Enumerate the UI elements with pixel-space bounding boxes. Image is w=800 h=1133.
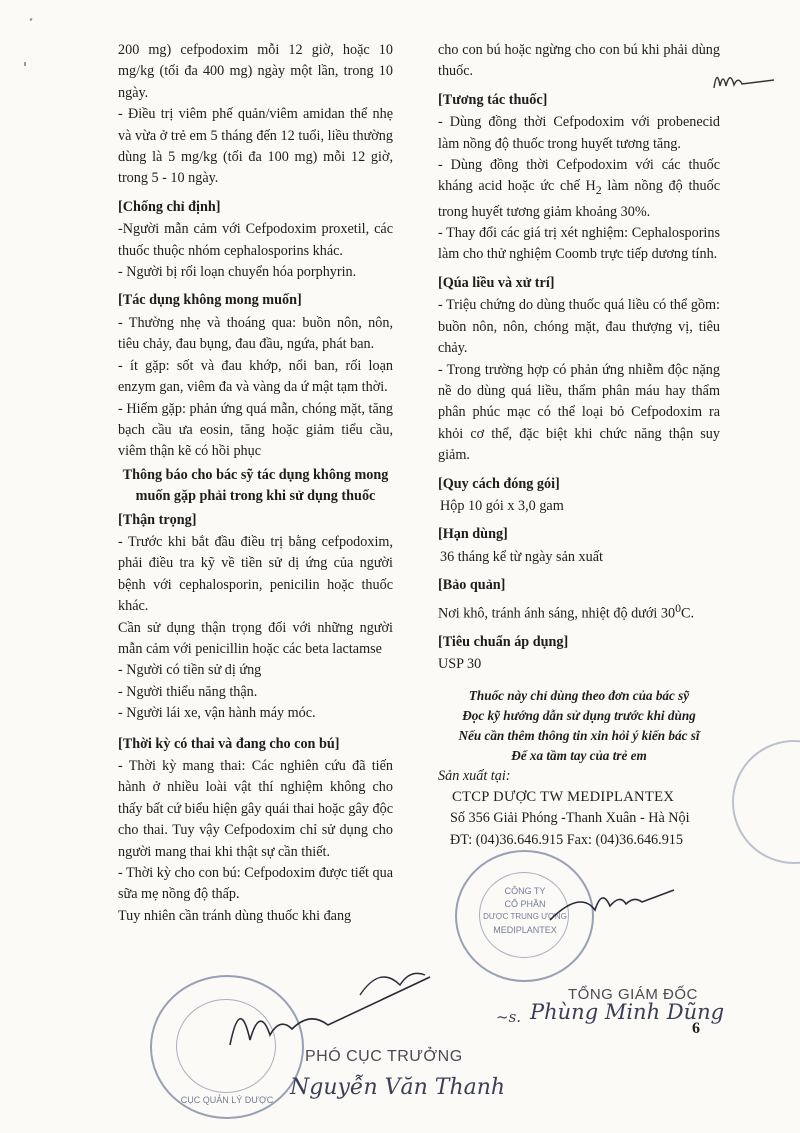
warning-line: Nếu cần thêm thông tin xin hỏi ý kiến bác sĩ xyxy=(458,727,700,743)
warning-line: Đọc kỹ hướng dẫn sử dụng trước khi dùng xyxy=(462,707,696,723)
partial-stamp xyxy=(732,740,800,864)
scan-mark xyxy=(29,18,32,22)
heading-packaging: [Quy cách đóng gói] xyxy=(438,475,560,492)
director-prefix: ~s. xyxy=(496,1008,522,1026)
company-stamp-text: CÔNG TY xyxy=(504,886,546,896)
left-column xyxy=(118,40,393,927)
packaging-value: Hộp 10 gói x 3,0 gam xyxy=(440,497,564,514)
side-effect-notice: Thông báo cho bác sỹ tác dụng không mong muốn gặp phải trong khi sử dụng thuốc xyxy=(122,466,389,505)
right-column xyxy=(438,40,720,851)
side-effect-item: - ít gặp: sốt và đau khớp, nổi ban, rối loạn enzym gan, viêm đa và vàng da ứ mật tạm thời. xyxy=(118,357,393,396)
interaction-item xyxy=(438,155,720,223)
manufacturer-name: CTCP DƯỢC TW MEDIPLANTEX xyxy=(452,788,675,805)
breastfeeding-continued: cho con bú hoặc ngừng cho con bú khi phải dùng thuốc. xyxy=(438,42,720,80)
heading-precautions: [Thận trọng] xyxy=(118,511,197,528)
deputy-title: PHÓ CỤC TRƯỞNG xyxy=(305,1048,463,1065)
precaution-item: - Trước khi bắt đầu điều trị bằng cefpodoxim, phải điều tra kỹ về tiền sử dị ứng của người bệnh với cephalosporin, penicilin hoặc thuốc khác. xyxy=(118,533,393,615)
company-stamp-text: CỔ PHẦN xyxy=(504,899,546,909)
contraindication-item: -Người mẫn cảm với Cefpodoxim proxetil, các thuốc thuộc nhóm cephalosporins khác. xyxy=(118,221,393,259)
precaution-item: - Người thiểu năng thận. xyxy=(118,683,258,700)
interaction-item: - Dùng đồng thời Cefpodoxim với probenecid làm nồng độ thuốc trong huyết tương tăng. xyxy=(438,114,720,152)
overdose-item: - Trong trường hợp có phản ứng nhiễm độc nặng nề do dùng quá liều, thẩm phân máu hay thẩm phân phúc mạc có thể loại bỏ Cefpodoxim ra khỏi cơ thể, đặc biệt khi chức năng thận suy giảm. xyxy=(438,361,720,464)
subscript: 2 xyxy=(595,183,602,198)
superscript: 0 xyxy=(675,600,681,615)
dosage-bronchitis: - Điều trị viêm phế quản/viêm amidan thể nhẹ và vừa ở trẻ em 5 tháng đến 12 tuổi, liều thường dùng là 5 mg/kg (tối đa 100 mg) mỗi 12 giờ, trong 5 - 10 ngày. xyxy=(118,106,393,187)
scan-mark xyxy=(24,62,26,66)
manufacturer-phone: ĐT: (04)36.646.915 Fax: (04)36.646.915 xyxy=(450,831,683,848)
heading-pregnancy: [Thời kỳ có thai và đang cho con bú] xyxy=(118,735,340,752)
overdose-item: - Triệu chứng do dùng thuốc quá liều có thể gồm: buồn nôn, nôn, chóng mặt, đau thượng vị, tiêu chảy. xyxy=(438,297,720,357)
precaution-item: - Người có tiền sử dị ứng xyxy=(118,662,262,679)
deputy-name: Nguyễn Văn Thanh xyxy=(290,1075,506,1100)
department-stamp-text: CỤC QUẢN LÝ DƯỢC xyxy=(180,1095,274,1105)
precaution-item: - Người lái xe, vận hành máy móc. xyxy=(118,705,316,722)
manufacturer-address: Số 356 Giải Phóng -Thanh Xuân - Hà Nội xyxy=(450,810,690,827)
side-effect-item: - Hiếm gặp: phản ứng quá mẫn, chóng mặt, tăng bạch cầu ưa eosin, tăng hoặc giảm tiểu cầu, viêm thận kẽ có hồi phục xyxy=(118,400,393,460)
heading-side-effects: [Tác dụng không mong muốn] xyxy=(118,292,302,309)
contraindication-item: - Người bị rối loạn chuyển hóa porphyrin. xyxy=(118,264,357,281)
pregnancy-item: - Thời kỳ mang thai: Các nghiên cứu đã tiến hành ở nhiều loài vật thí nghiệm không cho thấy bất cứ biểu hiện gây quái thai hoặc gây độc cho thai. Tuy vậy Cefpodoxim chỉ sử dụng cho người mang thai khi thật sự cần thiết. xyxy=(118,758,393,860)
dosage-continued: 200 mg) cefpodoxim mỗi 12 giờ, hoặc 10 mg/kg (tối đa 400 mg) ngày một lần, trong 10 ngày. xyxy=(118,42,393,101)
page-number: 6 xyxy=(692,1020,700,1037)
director-signature xyxy=(540,880,680,930)
precaution-item: Cần sử dụng thận trọng đối với những người mẫn cảm với penicillin hoặc các beta lactamse xyxy=(118,619,393,657)
standard-value: USP 30 xyxy=(438,656,482,673)
heading-storage: [Bảo quản] xyxy=(438,577,506,594)
company-stamp-text: MEDIPLANTEX xyxy=(493,925,557,935)
initials-signature xyxy=(708,58,778,98)
storage-text: C. xyxy=(680,605,694,622)
director-name: Phùng Minh Dũng xyxy=(530,1000,725,1024)
pregnancy-item: Tuy nhiên cần tránh dùng thuốc khi đang xyxy=(118,907,352,924)
heading-contraindications: [Chống chỉ định] xyxy=(118,198,221,215)
warning-line: Thuốc này chỉ dùng theo đơn của bác sỹ xyxy=(468,687,690,703)
interaction-text: - Dùng đồng thời Cefpodoxim với các thuốc kháng acid hoặc ức chế H xyxy=(438,157,720,195)
side-effect-item: - Thường nhẹ và thoáng qua: buồn nôn, nôn, tiêu chảy, đau bụng, đau đầu, ngứa, phát ban. xyxy=(118,314,393,353)
interaction-item: - Thay đổi các giá trị xét nghiệm: Cephalosporins làm cho thử nghiệm Coomb trực tiếp dương tính. xyxy=(438,225,720,263)
warning-line: Để xa tầm tay của trẻ em xyxy=(511,747,647,763)
heading-interactions: [Tương tác thuốc] xyxy=(438,91,548,108)
storage-value xyxy=(438,598,720,625)
heading-overdose: [Qúa liều và xử trí] xyxy=(438,274,555,291)
director-title: TỔNG GIÁM ĐỐC xyxy=(568,986,698,1003)
pregnancy-item: - Thời kỳ cho con bú: Cefpodoxim được tiết qua sữa mẹ nồng độ thấp. xyxy=(118,865,394,903)
interaction-text: làm nồng độ thuốc trong huyết tương giảm khoảng 30%. xyxy=(438,178,720,220)
heading-expiry: [Hạn dùng] xyxy=(438,526,508,543)
company-stamp-text: DƯỢC TRUNG ƯƠNG xyxy=(483,912,567,921)
manufacturer-label: Sản xuất tại: xyxy=(438,767,511,784)
storage-text: Nơi khô, tránh ánh sáng, nhiệt độ dưới 30 xyxy=(438,605,676,622)
expiry-value: 36 tháng kể từ ngày sản xuất xyxy=(440,548,603,565)
heading-standard: [Tiêu chuẩn áp dụng] xyxy=(438,633,569,650)
